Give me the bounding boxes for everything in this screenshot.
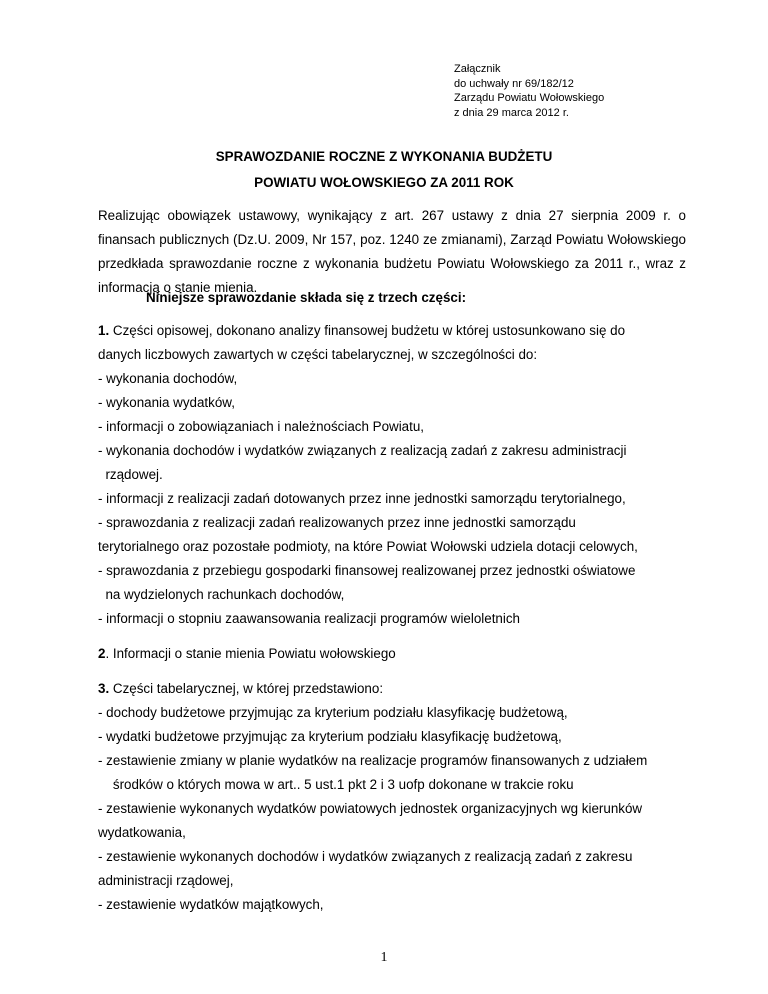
header-line-1: Załącznik <box>454 63 501 75</box>
section-1-line: - wykonania dochodów, <box>98 371 238 386</box>
section-2-lead-text: . Informacji o stanie mienia Powiatu wołowskiego <box>105 646 396 661</box>
section-3-line: - zestawienie wydatków majątkowych, <box>98 897 324 912</box>
section-3-line: - zestawienie wykonanych dochodów i wydatków związanych z realizacją zadań z zakresu <box>98 849 633 864</box>
section-1-line: - sprawozdania z przebiegu gospodarki finansowej realizowanej przez jednostki oświatowe <box>98 563 636 578</box>
page-number: 1 <box>380 950 388 965</box>
section-1-line: - informacji z realizacji zadań dotowanych przez inne jednostki samorządu terytorialnego, <box>98 491 626 506</box>
section-2-number: 2 <box>98 646 106 661</box>
intro-paragraph: Realizując obowiązek ustawowy, wynikający z art. 267 ustawy z dnia 27 sierpnia 2009 r. o finansach publicznych (Dz.U. 2009, Nr 157, poz. 1240 ze zmianami), Zarząd Powiatu Wołowskiego przedkłada sprawozdanie roczne z wykonania budżetu Powiatu Wołowskiego za 2011 r., wraz z informacją o stanie mienia. <box>98 208 686 295</box>
header-line-2: do uchwały nr 69/182/12 <box>454 77 574 90</box>
section-1-line: - sprawozdania z realizacji zadań realizowanych przez inne jednostki samorządu <box>98 515 576 530</box>
attachment-header <box>454 62 604 120</box>
section-3-line: środków o których mowa w art.. 5 ust.1 pkt 2 i 3 uofp dokonane w trakcie roku <box>98 777 574 792</box>
document-title-line-2: POWIATU WOŁOWSKIEGO ZA 2011 ROK <box>254 175 514 190</box>
parts-heading: Niniejsze sprawozdanie składa się z trzech części: <box>146 290 467 305</box>
header-line-3: Zarządu Powiatu Wołowskiego <box>454 92 605 104</box>
section-1-line: - informacji o zobowiązaniach i należnościach Powiatu, <box>98 419 425 434</box>
section-3-number: 3. <box>98 681 110 696</box>
section-3-line: - zestawienie wykonanych wydatków powiatowych jednostek organizacyjnych wg kierunków <box>98 801 643 816</box>
section-1-line: rządowej. <box>98 467 163 482</box>
section-3-line: administracji rządowej, <box>98 873 234 888</box>
section-1-line: na wydzielonych rachunkach dochodów, <box>98 587 345 602</box>
section-2-lead <box>98 646 396 661</box>
section-3-line: - wydatki budżetowe przyjmując za kryterium podziału klasyfikację budżetową, <box>98 729 562 744</box>
section-1-lead-text: Części opisowej, dokonano analizy finansowej budżetu w której ustosunkowano się do <box>109 323 626 338</box>
document-title-line-1: SPRAWOZDANIE ROCZNE Z WYKONANIA BUDŻETU <box>215 149 553 164</box>
section-1-line: - wykonania wydatków, <box>98 395 235 410</box>
section-1-line: danych liczbowych zawartych w części tabelarycznej, w szczególności do: <box>98 347 538 362</box>
section-3-line: - dochody budżetowe przyjmując za kryterium podziału klasyfikację budżetową, <box>98 705 568 720</box>
section-1-line: terytorialnego oraz pozostałe podmioty, na które Powiat Wołowski udziela dotacji celowych, <box>98 539 638 554</box>
section-1-line: - informacji o stopniu zaawansowania realizacji programów wieloletnich <box>98 611 521 626</box>
section-3-line: - zestawienie zmiany w planie wydatków na realizacje programów finansowanych z udziałem <box>98 753 648 768</box>
header-line-4: z dnia 29 marca 2012 r. <box>454 106 569 119</box>
section-3-line: wydatkowania, <box>98 825 186 840</box>
section-3-lead <box>98 681 383 696</box>
section-1-lead <box>98 323 625 338</box>
section-1-line: - wykonania dochodów i wydatków związanych z realizacją zadań z zakresu administracji <box>98 443 627 458</box>
section-1-number: 1. <box>98 323 110 338</box>
section-3-lead-text: Części tabelarycznej, w której przedstawiono: <box>109 681 384 696</box>
